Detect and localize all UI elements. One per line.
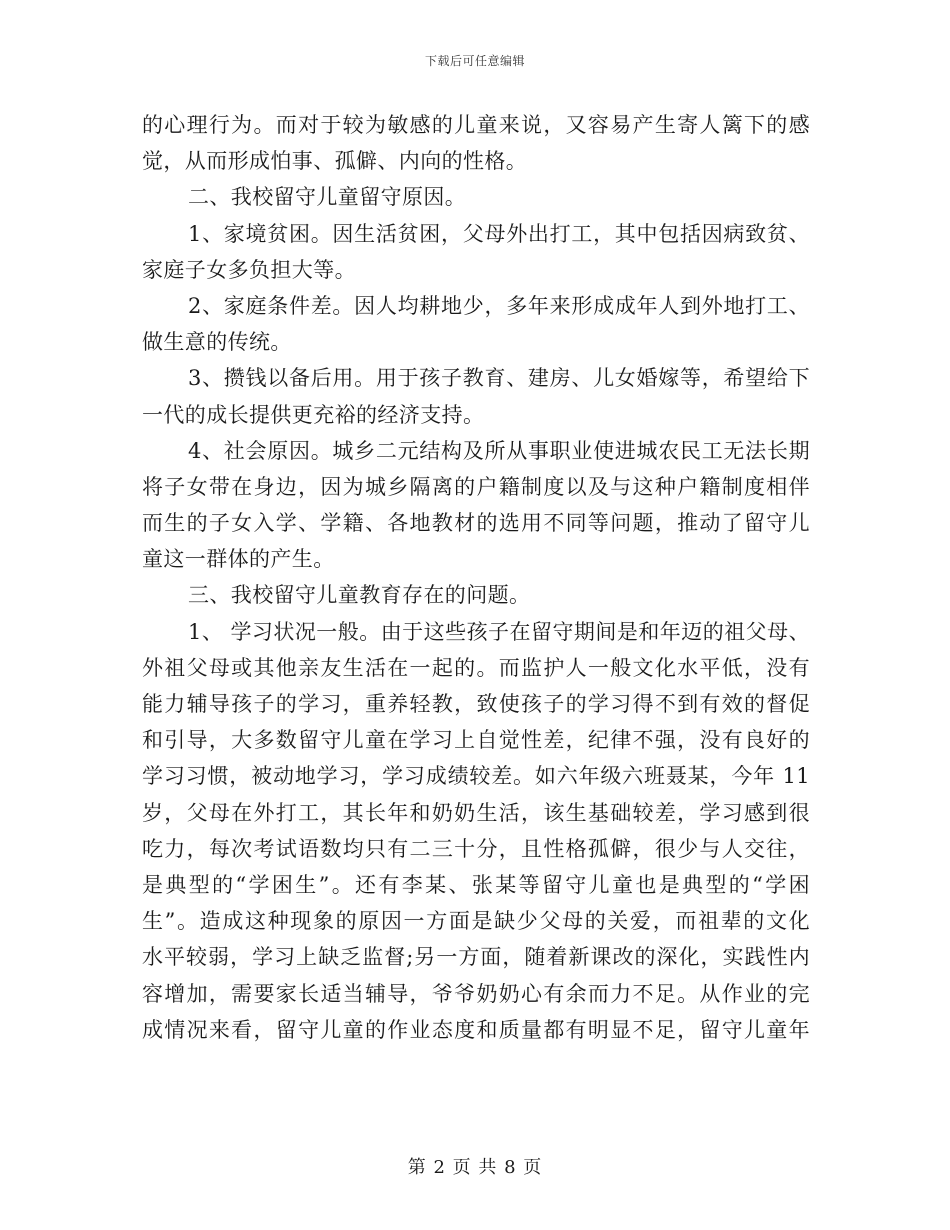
body-text-line: 1、 学习状况一般。由于这些孩子在留守期间是和年迈的祖父母、 (188, 619, 810, 644)
body-text-line: 家庭子女多负担大等。 (142, 257, 356, 282)
body-text-line: 3、攒钱以备后用。用于孩子教育、建房、儿女婚嫁等，希望给下 (188, 366, 810, 391)
body-text-line: 的心理行为。而对于较为敏感的儿童来说，又容易产生寄人篱下的感 (142, 113, 810, 137)
body-text-line: 而生的子女入学、学籍、各地教材的选用不同等问题，推动了留守儿 (142, 511, 810, 536)
body-text-line: 三、我校留守儿童教育存在的问题。 (188, 583, 531, 608)
body-text-line: 是典型的“学困生”。还有李某、张某等留守儿童也是典型的“学困 (142, 872, 810, 897)
body-text-line: 觉，从而形成怕事、孤僻、内向的性格。 (142, 149, 528, 174)
body-text-line: 学习习惯，被动地学习，学习成绩较差。如六年级六班聂某，今年 11 (142, 764, 810, 789)
body-text-line: 一代的成长提供更充裕的经济支持。 (142, 402, 485, 427)
body-text-line: 1、家境贫困。因生活贫困，父母外出打工，其中包括因病致贫、 (188, 221, 810, 246)
page-header: 下载后可任意编辑 (424, 54, 525, 68)
body-text-line: 和引导，大多数留守儿童在学习上自觉性差，纪律不强，没有良好的 (142, 728, 810, 753)
page-number-footer: 第 2 页 共 8 页 (407, 1157, 543, 1178)
document-body (142, 110, 810, 1051)
body-text-line: 4、社会原因。城乡二元结构及所从事职业使进城农民工无法长期 (188, 438, 810, 463)
body-text-line: 二、我校留守儿童留守原因。 (188, 185, 467, 210)
body-text-line: 容增加，需要家长适当辅导，爷爷奶奶心有余而力不足。从作业的完 (142, 981, 810, 1006)
body-text-line: 吃力，每次考试语数均只有二三十分，且性格孤僻，很少与人交往， (142, 836, 810, 861)
body-text-line: 水平较弱，学习上缺乏监督;另一方面，随着新课改的深化，实践性内 (142, 945, 810, 970)
body-text-line: 做生意的传统。 (142, 330, 292, 355)
body-text-line: 生”。造成这种现象的原因一方面是缺少父母的关爱，而祖辈的文化 (142, 909, 810, 934)
body-text-line: 2、家庭条件差。因人均耕地少，多年来形成成年人到外地打工、 (188, 293, 810, 318)
body-text-line: 能力辅导孩子的学习，重养轻教，致使孩子的学习得不到有效的督促 (142, 692, 810, 716)
body-text-line: 童这一群体的产生。 (142, 547, 335, 572)
body-text-line: 外祖父母或其他亲友生活在一起的。而监护人一般文化水平低，没有 (142, 655, 810, 680)
body-text-line: 成情况来看，留守儿童的作业态度和质量都有明显不足，留守儿童年 (142, 1017, 810, 1042)
body-text-line: 岁，父母在外打工，其长年和奶奶生活，该生基础较差，学习感到很 (142, 800, 810, 825)
body-text-line: 将子女带在身边，因为城乡隔离的户籍制度以及与这种户籍制度相伴 (142, 474, 810, 499)
